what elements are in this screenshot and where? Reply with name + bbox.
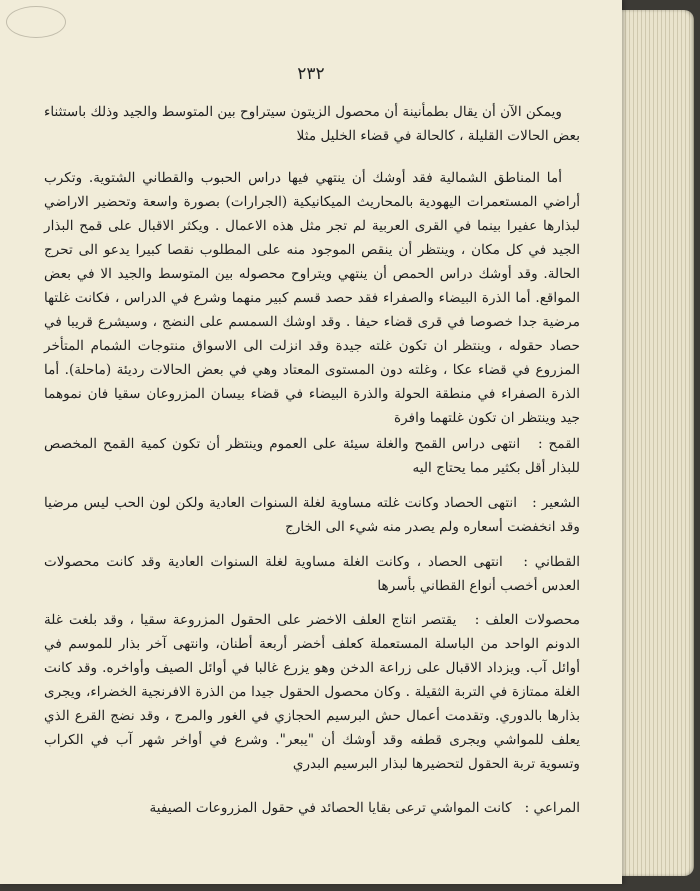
paragraph-wheat [44, 432, 580, 480]
legumes-label: القطاني : [523, 554, 580, 570]
paragraph-northern-regions: أما المناطق الشمالية فقد أوشك أن ينتهي فيها دراس الحبوب والقطاني الشتوية. وتكرب أراضي المستعمرات اليهودية بالمحاريث الميكانيكية (الجرارات) بصورة واسعة وتحضير الاراضي لبذارها عفيرا بينما في القرى العربية لم تجر مثل هذه الاعمال . ويكثر الاقبال على قمح البذار الجيد في كل مكان ، وينتظر أن ينقص الموجود منه على المطلوب نقصا كبيرا يدعو الى تحرج الحالة. وقد أوشك دراس الحمص أن ينتهي ويتراوح محصوله بين المتوسط والجيد الا في بعض المواقع. أما الذرة البيضاء والصفراء فقد حصد قسم كبير منهما وشرع في الدراس ، فكانت غلتها مرضية جدا خصوصا في قرى قضاء حيفا . وقد اوشك السمسم على النضج ، وسيشرع قريبا في حصاد حقوله ، وينتظر ان تكون غلته جيدة وقد انزلت الى الاسواق منتوجات الشمام المتأخر المزروع في قضاء عكا ، وغلته دون المستوى المعتاد وهي في بعض الحالات رديئة (ماحلة). أما الذرة الصفراء في منطقة الحولة والذرة البيضاء في قضاء بيسان المزروعان سقيا فان نموهما جيد وينتظر ان تكون غلتهما وافرة [44, 170, 580, 426]
barley-label: الشعير : [532, 495, 580, 511]
paragraph-pasture [44, 796, 580, 820]
paragraph-legumes [44, 550, 580, 598]
pasture-label: المراعي : [524, 800, 580, 816]
paragraph-olive-yield: ويمكن الآن أن يقال بطمأنينة أن محصول الزيتون سيتراوح بين المتوسط والجيد وذلك باستثناء بعض الحالات القليلة ، كالحالة في قضاء الخليل مثلا [44, 104, 580, 144]
wheat-label: القمح : [538, 436, 580, 452]
paragraph-barley [44, 491, 580, 539]
book-page-edges [610, 10, 694, 876]
barley-text: انتهى الحصاد وكانت غلته مساوية لغلة السنوات العادية ولكن لون الحب ليس مرضيا وقد انخفضت أسعاره ولم يصدر منه شيء الى الخارج [44, 495, 580, 535]
legumes-text: انتهى الحصاد ، وكانت الغلة مساوية لغلة السنوات العادية وقد كانت محصولات العدس أخصب أنواع القطاني بأسرها [44, 554, 580, 594]
fodder-text: يقتصر انتاج العلف الاخضر على الحقول المزروعة سقيا ، وقد بلغت غلة الدونم الواحد من الباسلة المستعملة كعلف أخضر أربعة أطنان، وانتهى آخر بذار للموسم في أوائل آب. ويزداد الاقبال على زراعة الدخن وهو يزرع غالبا في أوائل الصيف وأواخره. وقد كانت الغلة ممتازة في التربة الثقيلة . وكان محصول الحقول جيدا من الذرة الافرنجية الخضراء، ويجرى بذارها بالدوري. وتقدمت أعمال حش البرسيم الحجازي في الغور والمرج ، وقد نضج القرع الذي يعلف للمواشي ويجرى قطفه وقد أوشك أن "يبعر". وشرع في أواخر شهر آب في الكراب وتسوية تربة الحقول لتحضيرها لبذار البرسيم البدري [44, 612, 580, 772]
paragraph-fodder [44, 608, 580, 776]
fodder-label: محصولات العلف : [474, 612, 580, 628]
library-stamp [6, 6, 66, 38]
pasture-text: كانت المواشي ترعى بقايا الحصائد في حقول المزروعات الصيفية [149, 800, 512, 816]
wheat-text: انتهى دراس القمح والغلة سيئة على العموم وينتظر أن تكون كمية القمح المخصص للبذار أقل بكثير مما يحتاج اليه [44, 436, 580, 476]
page-number: ٢٣٢ [297, 64, 325, 84]
